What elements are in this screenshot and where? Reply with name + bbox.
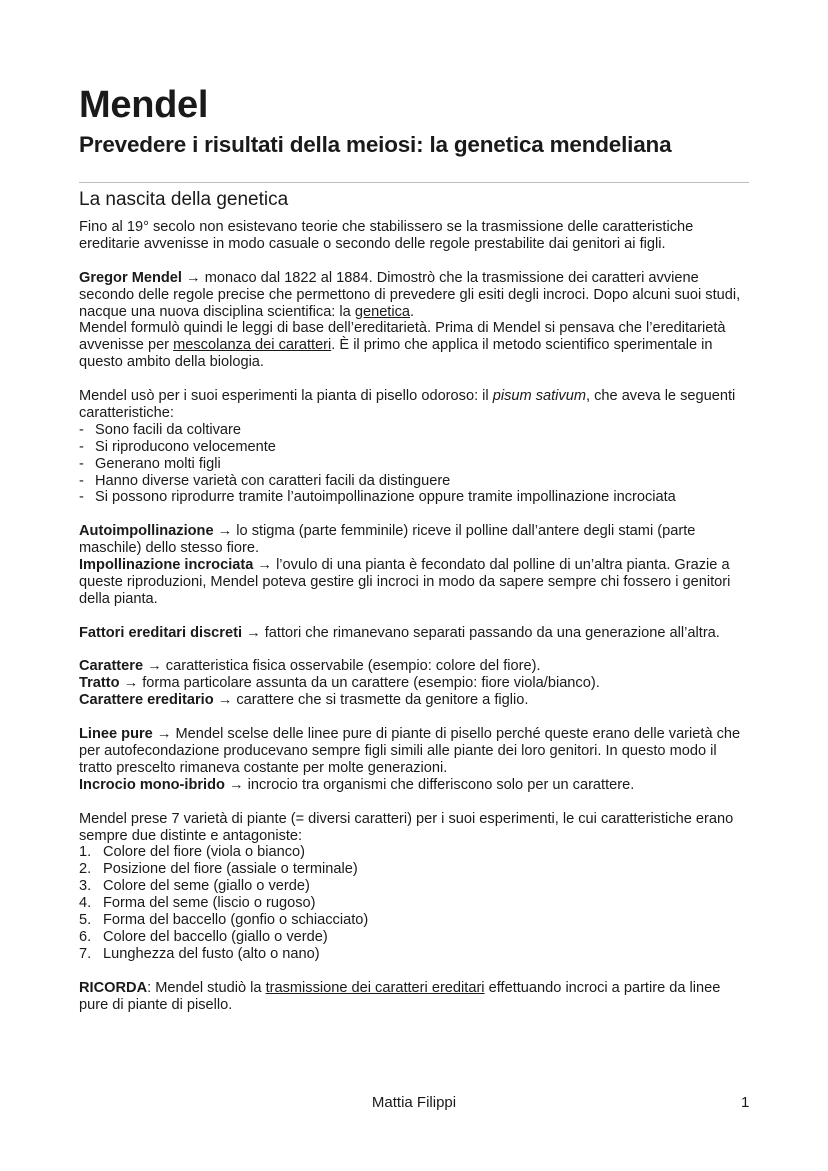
arrow-glyph: → [181, 269, 205, 286]
pisum-features-list [79, 422, 751, 507]
autoimpollinazione-paragraph [79, 523, 751, 557]
list-number: 4. [79, 895, 92, 912]
intro-paragraph: Fino al 19° secolo non esistevano teorie che stabilissero se la trasmissione delle caratteristiche ereditarie avvenisse in modo casuale o secondo delle regole prestabilite dai genitori ai figli. [79, 219, 694, 252]
definition-term: Tratto [79, 675, 120, 692]
section-divider [79, 182, 749, 183]
arrow-glyph: → [213, 692, 237, 709]
list-text: Lunghezza del fusto (alto o nano) [103, 945, 320, 962]
definition-text: fattori che rimanevano separati passando da una generazione all’altra. [264, 624, 720, 641]
definition-text: Mendel scelse delle linee pure di piante di pisello perché queste erano delle varietà che per autofecondazione producevano sempre figli simili alle piante dei loro genitori. In questo modo il tratto prescelto rimaneva costante per molte generazioni. [79, 726, 741, 776]
mescolanza-underline: mescolanza dei caratteri [173, 337, 332, 354]
arrow-glyph: → [119, 675, 143, 692]
list-item: - Si riproducono velocemente [79, 439, 751, 456]
gregor-text-end: . [410, 303, 415, 320]
arrow-glyph: → [224, 776, 248, 793]
pisum-text: Mendel usò per i suoi esperimenti la pianta di pisello odoroso: il [79, 388, 493, 405]
ricorda-term: RICORDA [79, 979, 148, 996]
arrow-glyph: → [152, 726, 176, 743]
list-number: 2. [79, 861, 92, 878]
pisum-paragraph [79, 388, 751, 422]
laws-text: Mendel formulò quindi le leggi di base dell’ereditarietà. Prima di Mendel si pensava che l’ereditarietà avvenisse per [79, 320, 726, 354]
list-item [79, 878, 751, 895]
arrow-glyph: → [213, 523, 237, 540]
list-item: - Sono facili da coltivare [79, 422, 751, 439]
definition-text: l’ovulo di una pianta è fecondato dal polline di un’altra pianta. Grazie a queste riproduzioni, Mendel poteva gestire gli incroci in modo da sapere sempre chi fossero i genitori della pianta. [79, 557, 731, 607]
arrow-glyph: → [242, 624, 265, 641]
definition-term: Incrocio mono-ibrido [79, 776, 225, 793]
list-item [79, 861, 751, 878]
fattori-paragraph [79, 625, 751, 642]
list-item [79, 912, 751, 929]
gregor-text: monaco dal 1822 al 1884. Dimostrò che la trasmissione dei caratteri avviene secondo delle regole precise che permettono di prevedere gli esiti degli incroci. Dopo alcuni suoi studi, nacque una nuova disciplina scientifica: la [79, 269, 741, 320]
definition-term: Carattere ereditario [79, 692, 214, 709]
mendel-laws-paragraph [79, 320, 751, 371]
definition-term: Carattere [79, 658, 144, 675]
definition-text: forma particolare assunta da un carattere (esempio: fiore viola/bianco). [142, 675, 600, 692]
list-item [79, 895, 751, 912]
definition-text: carattere che si trasmette da genitore a figlio. [236, 692, 529, 709]
list-item: - Generano molti figli [79, 456, 751, 473]
definition-term: Impollinazione incrociata [79, 557, 254, 574]
list-text: Forma del baccello (gonfio o schiacciato) [103, 912, 369, 929]
varieta-paragraph: Mendel prese 7 varietà di piante (= diversi caratteri) per i suoi esperimenti, le cui caratteristiche erano sempre due distinte e antagoniste: [79, 810, 734, 844]
arrow-glyph: → [253, 557, 277, 574]
ricorda-text: : Mendel studiò la [147, 979, 266, 996]
list-number: 1. [79, 844, 92, 861]
list-text: Colore del baccello (giallo o verde) [103, 928, 328, 945]
impollinazione-incrociata-paragraph [79, 557, 751, 608]
laws-text-end: . È il primo che applica il metodo scientifico sperimentale in questo ambito della biologia. [79, 337, 713, 371]
definition-text: incrocio tra organismi che differiscono solo per un carattere. [247, 776, 635, 793]
section-heading: La nascita della genetica [79, 189, 289, 210]
list-number: 6. [79, 928, 92, 945]
ricorda-text-end: effettuando incroci a partire da linee pure di piante di pisello. [79, 979, 721, 1013]
trasmissione-underline: trasmissione dei caratteri ereditari [265, 979, 485, 996]
mono-ibrido-paragraph [79, 777, 751, 794]
list-number: 5. [79, 912, 92, 929]
carattere-ereditario-paragraph [79, 692, 751, 709]
arrow-glyph: → [143, 658, 166, 675]
list-text: Posizione del fiore (assiale o terminale) [103, 861, 358, 878]
pisum-text-end: , che aveva le seguenti caratteristiche: [79, 388, 736, 421]
list-text: Colore del fiore (viola o bianco) [103, 844, 305, 861]
footer-author: Mattia Filippi [371, 1094, 457, 1111]
varieta-list [79, 844, 751, 962]
linee-pure-paragraph [79, 726, 751, 777]
definition-text: caratteristica fisica osservabile (esempio: colore del fiore). [165, 658, 541, 675]
page-number: 1 [741, 1094, 750, 1111]
list-item [79, 946, 751, 963]
gregor-term: Gregor Mendel [79, 269, 182, 286]
definition-term: Linee pure [79, 726, 153, 743]
document-page [79, 82, 751, 1013]
ricorda-paragraph [79, 980, 751, 1014]
list-text: Colore del seme (giallo o verde) [103, 878, 310, 895]
pisum-italic: pisum sativum [492, 388, 586, 405]
definition-text: lo stigma (parte femminile) riceve il polline dall’antere degli stami (parte maschile) dello stesso fiore. [79, 523, 696, 557]
list-item [79, 929, 751, 946]
list-text: Forma del seme (liscio o rugoso) [103, 895, 316, 912]
list-number: 7. [79, 945, 92, 962]
list-number: 3. [79, 878, 92, 895]
genetica-underline: genetica [354, 303, 411, 320]
definition-term: Fattori ereditari discreti [79, 624, 243, 641]
list-item [79, 844, 751, 861]
page-subtitle: Prevedere i risultati della meiosi: la genetica mendeliana [79, 132, 672, 157]
page-title: Mendel [79, 84, 209, 126]
list-item: - Si possono riprodurre tramite l’autoimpollinazione oppure tramite impollinazione incrociata [79, 489, 751, 506]
list-item: - Hanno diverse varietà con caratteri facili da distinguere [79, 473, 751, 490]
definition-term: Autoimpollinazione [79, 523, 214, 540]
tratto-paragraph [79, 675, 751, 692]
gregor-paragraph [79, 270, 751, 321]
carattere-paragraph [79, 658, 751, 675]
